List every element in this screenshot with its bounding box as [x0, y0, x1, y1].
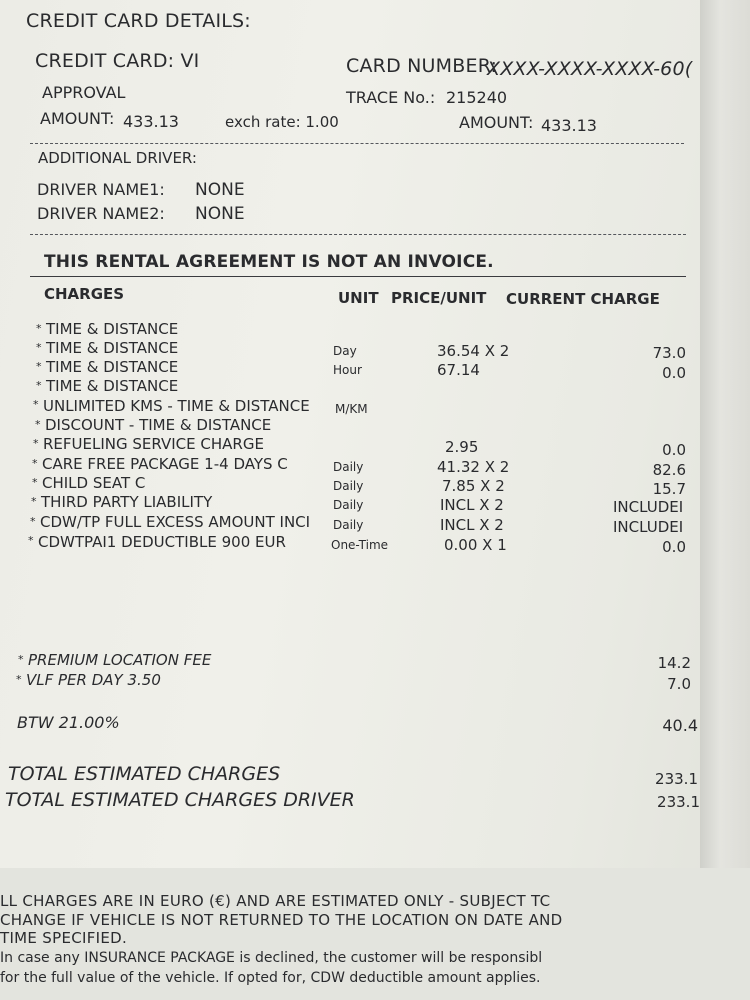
charge-value: INCLUDEI	[613, 518, 684, 536]
amount-value-1: 433.13	[123, 112, 179, 131]
row-bullet: *	[32, 457, 38, 470]
charge-price: 7.85 X 2	[442, 477, 505, 495]
charge-price: INCL X 2	[440, 516, 504, 534]
charge-unit: M/KM	[335, 402, 368, 416]
header-unit: UNIT	[338, 289, 379, 307]
btw-value: 40.4	[662, 716, 698, 735]
header-price-unit: PRICE/UNIT	[391, 289, 487, 307]
driver1-value: NONE	[195, 180, 245, 200]
charge-price: 36.54 X 2	[437, 342, 510, 360]
charge-value: INCLUDEI	[613, 498, 684, 516]
header-current-charge: CURRENT CHARGE	[506, 290, 660, 308]
footer-line-2: CHANGE IF VEHICLE IS NOT RETURNED TO THE LOCATION ON DATE AND	[0, 911, 563, 929]
charge-unit: Daily	[333, 498, 364, 512]
card-section-title: CREDIT CARD DETAILS:	[26, 10, 251, 32]
charge-price: 0.00 X 1	[444, 536, 507, 554]
charge-value: 82.6	[652, 461, 686, 479]
row-bullet: *	[30, 515, 36, 528]
additional-driver-title: ADDITIONAL DRIVER:	[38, 149, 197, 167]
paper-edge-shadow	[700, 0, 750, 1000]
row-bullet: *	[18, 653, 24, 666]
row-bullet: *	[16, 673, 22, 686]
charge-price: 2.95	[445, 438, 479, 456]
row-bullet: *	[28, 534, 34, 547]
charge-name: DISCOUNT - TIME & DISTANCE	[45, 416, 272, 434]
charge-name: REFUELING SERVICE CHARGE	[43, 435, 264, 453]
divider-3	[30, 276, 686, 277]
footer-line-1: LL CHARGES ARE IN EURO (€) AND ARE ESTIMATED ONLY - SUBJECT TC	[0, 892, 551, 910]
charge-name: CDWTPAI1 DEDUCTIBLE 900 EUR	[38, 533, 286, 551]
charge-name: TIME & DISTANCE	[46, 358, 179, 376]
row-bullet: *	[36, 379, 42, 392]
total-estimated-charges-value: 233.1	[655, 770, 698, 788]
charge-name: TIME & DISTANCE	[46, 339, 179, 357]
charge-unit: Daily	[333, 460, 364, 474]
charge-name: TIME & DISTANCE	[46, 320, 179, 338]
charge-name: TIME & DISTANCE	[46, 377, 179, 395]
charge-name: THIRD PARTY LIABILITY	[41, 493, 213, 511]
footer-line-5: for the full value of the vehicle. If opted for, CDW deductible amount applies.	[0, 970, 541, 986]
total-estimated-charges-label: TOTAL ESTIMATED CHARGES	[8, 763, 281, 785]
charge-unit: Hour	[333, 363, 362, 377]
divider-1	[30, 143, 684, 144]
row-bullet: *	[33, 398, 39, 411]
approval-label: APPROVAL	[42, 83, 126, 102]
exchange-rate: exch rate: 1.00	[225, 113, 339, 131]
trace-value: 215240	[446, 88, 508, 107]
charge-name: UNLIMITED KMS - TIME & DISTANCE	[43, 397, 310, 415]
fee-vlf-value: 7.0	[667, 675, 691, 693]
charge-unit: Daily	[333, 518, 364, 532]
charge-value: 0.0	[662, 364, 686, 382]
charge-value: 0.0	[662, 538, 686, 556]
charge-name: CARE FREE PACKAGE 1-4 DAYS C	[42, 455, 288, 473]
row-bullet: *	[36, 360, 42, 373]
charge-unit: Daily	[333, 479, 364, 493]
driver2-label: DRIVER NAME2:	[37, 204, 165, 223]
trace-label: TRACE No.:	[346, 88, 436, 107]
total-estimated-charges-driver-label: TOTAL ESTIMATED CHARGES DRIVER	[5, 789, 355, 811]
amount-label-1: AMOUNT:	[40, 109, 115, 128]
divider-2	[30, 234, 686, 235]
fee-vlf-label: VLF PER DAY 3.50	[26, 671, 161, 689]
charge-value: 0.0	[662, 441, 686, 459]
header-charges: CHARGES	[44, 285, 125, 303]
footer-line-3: TIME SPECIFIED.	[0, 929, 128, 947]
charge-unit: One-Time	[331, 538, 389, 552]
row-bullet: *	[36, 322, 42, 335]
credit-card-type: CREDIT CARD: VI	[35, 50, 200, 72]
amount-value-2: 433.13	[541, 116, 597, 135]
fee-premium-location-label: PREMIUM LOCATION FEE	[28, 651, 212, 669]
footer-line-4: In case any INSURANCE PACKAGE is declined, the customer will be responsibl	[0, 950, 543, 966]
card-number-value: XXXX-XXXX-XXXX-60(	[487, 58, 693, 80]
row-bullet: *	[32, 476, 38, 489]
charge-price: INCL X 2	[440, 496, 504, 514]
card-number-label: CARD NUMBER:	[346, 55, 498, 77]
row-bullet: *	[36, 341, 42, 354]
btw-label: BTW 21.00%	[17, 713, 120, 732]
row-bullet: *	[35, 418, 41, 431]
charge-price: 67.14	[437, 361, 480, 379]
amount-label-2: AMOUNT:	[459, 113, 534, 132]
charge-name: CDW/TP FULL EXCESS AMOUNT INCI	[40, 513, 311, 531]
driver2-value: NONE	[195, 204, 245, 224]
charge-price: 41.32 X 2	[437, 458, 510, 476]
fee-premium-location-value: 14.2	[657, 654, 691, 672]
charge-unit: Day	[333, 344, 357, 358]
total-estimated-charges-driver-value: 233.1	[657, 793, 700, 811]
row-bullet: *	[31, 495, 37, 508]
not-invoice-notice: THIS RENTAL AGREEMENT IS NOT AN INVOICE.	[44, 252, 494, 272]
charge-value: 15.7	[652, 480, 686, 498]
driver1-label: DRIVER NAME1:	[37, 180, 165, 199]
row-bullet: *	[33, 437, 39, 450]
charge-name: CHILD SEAT C	[42, 474, 146, 492]
charge-value: 73.0	[652, 344, 686, 362]
